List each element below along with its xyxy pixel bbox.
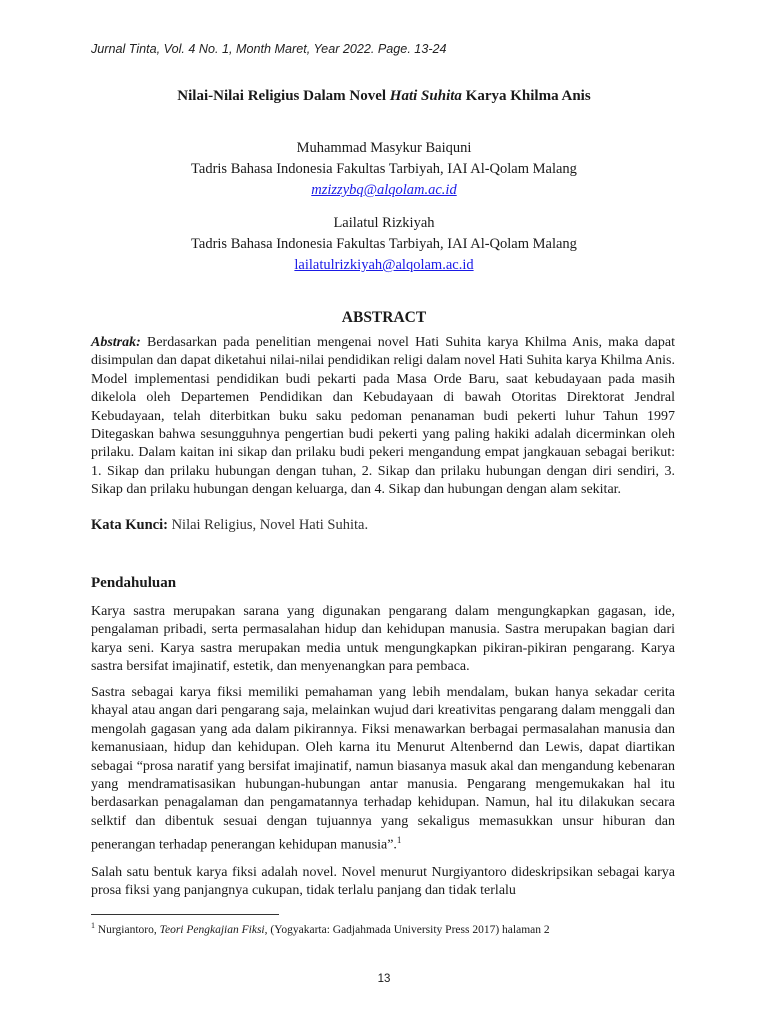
footnote-divider [91, 914, 279, 915]
title-part-1: Nilai-Nilai Religius Dalam Novel [177, 88, 390, 104]
keywords [91, 517, 368, 534]
footnote [91, 921, 550, 936]
author-block [0, 138, 768, 276]
paragraph-3: Salah satu bentuk karya fiksi adalah novel. Novel menurut Nurgiyantoro dideskripsikan sebagai karya prosa fiksi yang panjangnya cukupan, tidak terlalu panjang dan tidak terlalu [91, 865, 675, 899]
author-1-name: Muhammad Masykur Baiquni [296, 140, 472, 156]
paragraph-2-text: Sastra sebagai karya fiksi memiliki pemahaman yang lebih mendalam, bukan hanya sekadar cerita khayal atau angan dari pengarang saja, melainkan wujud dari kreativitas pengarang dalam menggali dan mengolah gagasan yang ada dalam pikirannya. Fiksi menawarkan berbagai permasalahan manusia dan kemanusiaan, hidup dan kehidupan. Oleh karna itu Menurut Altenbernd dan Lewis, dapat diartikan sebagai “prosa naratif yang bersifat imajinatif, namun biasanya masuk akal dan mengandung kebenaran yang mendramatisasikan hubungan-hubungan antar manusia. Pengarang mengemukakan hal itu berdasarkan penagalaman dan pengamatannya terhadap kehidupan. Namun, hal itu dilakukan secara selktif dan dibentuk sesuai dengan tujuannya yang sekaligus memasukkan unsur hiburan dan penerangan terhadap penerangan kehidupan manusia”. [91, 685, 675, 853]
footnote-marker: 1 [91, 921, 95, 930]
keywords-value: Nilai Religius, Novel Hati Suhita. [171, 517, 369, 533]
article-title [0, 88, 768, 105]
abstract-text: Berdasarkan pada penelitian mengenai novel Hati Suhita karya Khilma Anis, maka dapat disimpulan dan dapat diketahui nilai-nilai pendidikan religi dalam novel Hati Suhita karya Khilma Anis. Model implementasi pendidikan budi pekarti pada Masa Orde Baru, saat kebudayaan pada masih dikelola oleh Departemen Pendidikan dan Kebudayaan di bawah Otoritas Direktorat Jendral Kebudayaan, telah diterbitkan buku saku pedoman penanaman budi pekerti luhur Tahun 1997 Ditegaskan bahwa sesungguhnya pengertian budi pekerti yang paling hakiki adalah dicerminkan oleh prilaku. Dalam kaitan ini sikap dan prilaku budi pekeri mengandung empat jangkauan sebagai berikut: 1. Sikap dan prilaku hubungan dengan tuhan, 2. Sikap dan prilaku hubungan dengan diri sendiri, 3. Sikap dan prilaku hubungan dengan keluarga, dan 4. Sikap dan hubungan dengan alam sekitar. [91, 335, 675, 498]
abstract-body [91, 334, 675, 500]
footnote-text-1: Nurgiantoro, [95, 923, 160, 936]
author-1-email-link[interactable]: mzizzybq@alqolam.ac.id [311, 182, 457, 198]
author-1-affiliation: Tadris Bahasa Indonesia Fakultas Tarbiyah, IAI Al-Qolam Malang [191, 161, 577, 177]
footnote-book-title: Teori Pengkajian Fiksi [159, 923, 265, 936]
author-2-affiliation: Tadris Bahasa Indonesia Fakultas Tarbiyah, IAI Al-Qolam Malang [191, 236, 577, 252]
footnote-reference[interactable]: 1 [396, 835, 402, 846]
title-novel-name: Hati Suhita [389, 88, 462, 104]
paragraph-2 [91, 684, 675, 855]
page-number: 13 [377, 973, 391, 985]
author-2-email-link[interactable]: lailatulrizkiyah@alqolam.ac.id [294, 257, 474, 273]
abstract-heading: ABSTRACT [341, 309, 427, 326]
author-2-name: Lailatul Rizkiyah [333, 215, 435, 231]
section-heading: Pendahuluan [91, 575, 177, 591]
journal-header: Jurnal Tinta, Vol. 4 No. 1, Month Maret, Year 2022. Page. 13-24 [91, 42, 447, 56]
keywords-label: Kata Kunci: [91, 517, 168, 533]
abstract-label: Abstrak: [91, 335, 141, 350]
title-part-2: Karya Khilma Anis [461, 88, 591, 104]
paragraph-1: Karya sastra merupakan sarana yang digunakan pengarang dalam mengungkapkan gagasan, ide, pengalaman pribadi, serta permasalahan hidup dan kehidupan manusia. Sastra merupakan bagian dari karya seni. Karya sastra merupakan media untuk mengungkapkan pikiran-pikiran pengarang. Karya sastra bersifat imajinatif, estetik, dan menyenangkan para pembaca. [91, 604, 675, 675]
footnote-text-2: , (Yogyakarta: Gadjahmada University Press 2017) halaman 2 [264, 923, 550, 936]
